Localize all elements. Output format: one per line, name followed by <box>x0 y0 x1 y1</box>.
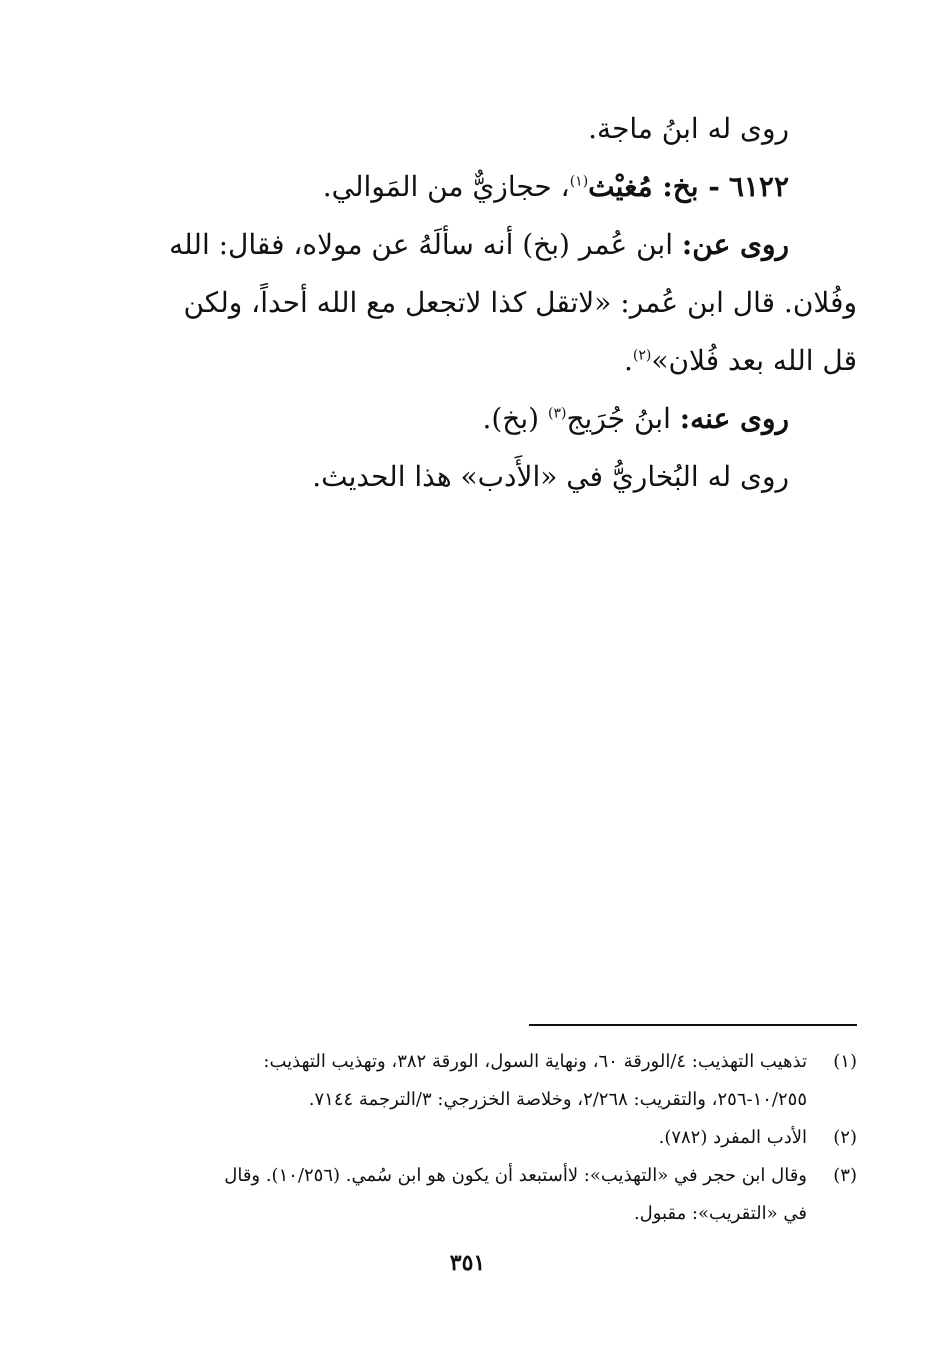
footnote-ref: (١) <box>569 173 589 190</box>
line-text: ابنُ جُرَيج <box>566 402 671 435</box>
entry-number: ٦١٢٢ <box>728 170 789 203</box>
footnote-line: في «التقريب»: مقبول. <box>633 1203 807 1224</box>
footnotes <box>75 1043 857 1233</box>
text-line <box>78 216 857 274</box>
line-text: (بخ). <box>482 402 540 435</box>
text-line <box>78 390 857 448</box>
line-text: وفُلان. قال ابن عُمر: «لاتقل كذا لاتجعل مع الله أحداً، ولكن <box>183 286 857 319</box>
line-text: روى له ابنُ ماجة. <box>588 112 789 145</box>
text-line <box>78 100 857 158</box>
narrated-by-label: روى عنه: <box>679 402 789 435</box>
text-line <box>78 332 857 390</box>
footnote-line: وقال ابن حجر في «التهذيب»: لاأستبعد أن يكون هو ابن سُمي. (١٠/٢٥٦). وقال <box>224 1165 807 1186</box>
entry-name: - بخ: مُغيْث <box>588 170 720 203</box>
footnote-number: (٣) <box>833 1165 857 1186</box>
footnote-line: ١٠/٢٥٥-٢٥٦، والتقريب: ٢/٢٦٨، وخلاصة الخزرجي: ٣/الترجمة ٧١٤٤. <box>308 1089 807 1110</box>
footnote-line: الأدب المفرد (٧٨٢). <box>658 1127 807 1148</box>
footnote-number: (١) <box>833 1051 857 1072</box>
line-text: . <box>623 344 633 377</box>
line-text: ابن عُمر (بخ) أنه سألَهُ عن مولاه، فقال: الله <box>169 228 674 261</box>
narrated-from-label: روى عن: <box>681 228 789 261</box>
footnote <box>75 1043 857 1119</box>
line-text: روى له البُخاريُّ في «الأَدب» هذا الحديث. <box>312 460 789 493</box>
main-text <box>78 100 857 506</box>
footnote-separator <box>529 1024 857 1026</box>
footnote <box>75 1157 857 1233</box>
footnote <box>75 1119 857 1157</box>
line-text: قل الله بعد فُلان» <box>651 344 857 377</box>
footnote-number: (٢) <box>833 1127 857 1148</box>
text-line <box>78 274 857 332</box>
footnote-ref: (٣) <box>547 405 567 422</box>
entry-heading-line <box>78 158 857 216</box>
footnote-line: تذهيب التهذيب: ٤/الورقة ٦٠، ونهاية السول، الورقة ٣٨٢، وتهذيب التهذيب: <box>263 1051 807 1072</box>
footnote-ref: (٢) <box>632 347 652 364</box>
entry-description: ، حجازيٌّ من المَوالي. <box>322 170 570 203</box>
text-line <box>78 448 857 506</box>
page-number: ٣٥١ <box>449 1250 486 1276</box>
